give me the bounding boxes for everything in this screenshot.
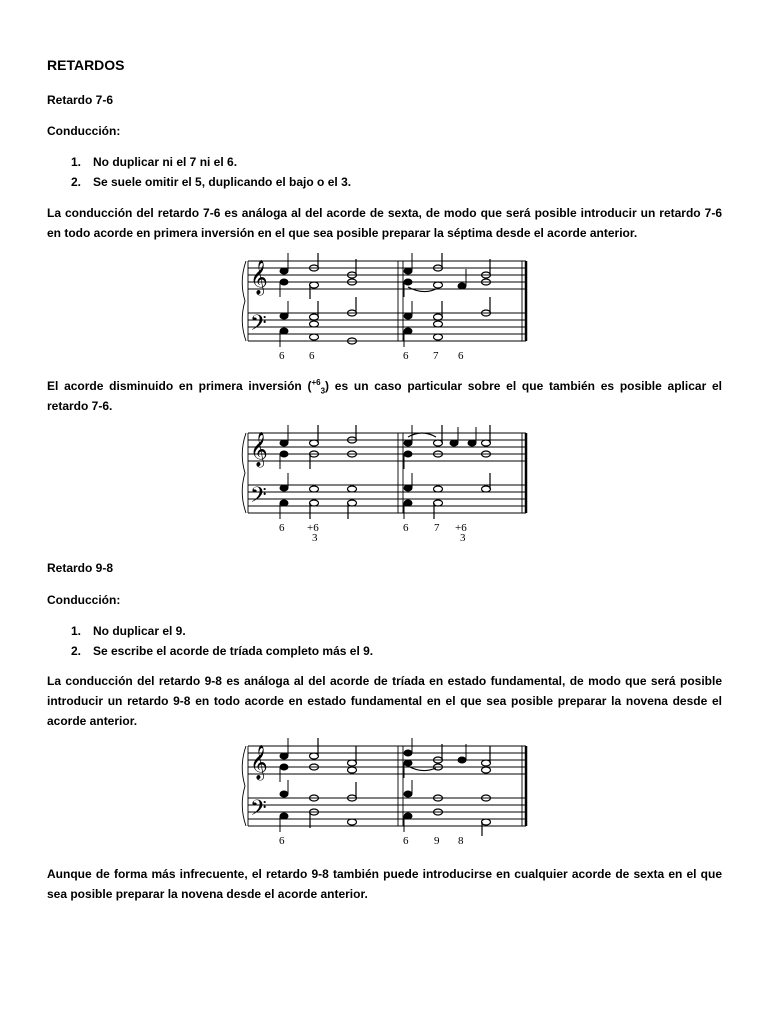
figured-bass: 6 xyxy=(279,522,285,534)
figured-bass: +6 xyxy=(455,522,467,534)
music-figure-2 xyxy=(238,425,538,543)
paragraph-text: El acorde disminuido en primera inversión ( xyxy=(47,379,312,393)
rule-item xyxy=(71,624,186,638)
figured-bass: 6 xyxy=(403,350,409,362)
music-figure-3 xyxy=(238,738,538,850)
conduction-label: Conducción: xyxy=(47,593,121,607)
figured-bass: +6 xyxy=(307,522,319,534)
figured-bass: 9 xyxy=(434,835,440,847)
figured-bass: 7 xyxy=(433,350,439,362)
rule-number: 1. xyxy=(71,155,82,169)
figure-superscript: +6 xyxy=(311,378,321,387)
paragraph: La conducción del retardo 7-6 es análoga al del acorde de sexta, de modo que será posible introducir un retardo 7-6 en todo acorde en primera inversión en el que sea posible preparar la séptima desde el acorde anterior. xyxy=(47,206,722,240)
figured-bass: 7 xyxy=(434,522,440,534)
treble-clef-icon: 𝄞 xyxy=(250,433,268,466)
paragraph: La conducción del retardo 9-8 es análoga al del acorde de tríada en estado fundamental, de modo que será posible introducir un retardo 9-8 en todo acorde en estado fundamental en el que sea posible preparar la novena desde el acorde anterior. xyxy=(47,674,722,728)
conduction-label: Conducción: xyxy=(47,124,121,138)
rule-number: 2. xyxy=(71,175,82,189)
rule-number: 2. xyxy=(71,644,82,658)
rule-text: No duplicar el 9. xyxy=(93,624,186,638)
paragraph xyxy=(47,376,722,416)
rule-item xyxy=(71,155,237,169)
figured-bass: 6 xyxy=(279,350,285,362)
treble-clef-icon: 𝄞 xyxy=(250,746,268,779)
page-title: RETARDOS xyxy=(47,57,125,73)
figured-bass: 3 xyxy=(460,532,466,543)
bass-clef-icon: 𝄢 xyxy=(250,483,267,512)
bass-clef-icon: 𝄢 xyxy=(250,311,267,340)
rule-text: Se suele omitir el 5, duplicando el bajo o el 3. xyxy=(93,175,352,189)
rule-item xyxy=(71,175,351,189)
treble-clef-icon: 𝄞 xyxy=(250,261,268,294)
rule-number: 1. xyxy=(71,624,82,638)
rule-text: Se escribe el acorde de tríada completo más el 9. xyxy=(93,644,374,658)
rule-text: No duplicar ni el 7 ni el 6. xyxy=(93,155,238,169)
paragraph-text: ) es un caso particular sobre el que también es posible aplicar el retardo 7-6. xyxy=(47,379,722,413)
paragraph: Aunque de forma más infrecuente, el retardo 9-8 también puede introducirse en cualquier acorde de sexta en el que sea posible preparar la novena desde el acorde anterior. xyxy=(47,867,722,901)
section-heading-retardo-9-8: Retardo 9-8 xyxy=(47,561,114,575)
rule-item xyxy=(71,644,373,658)
bass-clef-icon: 𝄢 xyxy=(250,796,267,825)
figured-bass: 6 xyxy=(403,835,409,847)
figured-bass: 6 xyxy=(309,350,315,362)
music-figure-1 xyxy=(238,253,538,365)
figured-bass: 6 xyxy=(458,350,464,362)
figure-subscript: 3 xyxy=(320,386,326,396)
figured-bass: 3 xyxy=(312,532,318,543)
figured-bass: 8 xyxy=(458,835,464,847)
figured-bass: 6 xyxy=(279,835,285,847)
section-heading-retardo-7-6: Retardo 7-6 xyxy=(47,93,114,107)
figured-bass: 6 xyxy=(403,522,409,534)
